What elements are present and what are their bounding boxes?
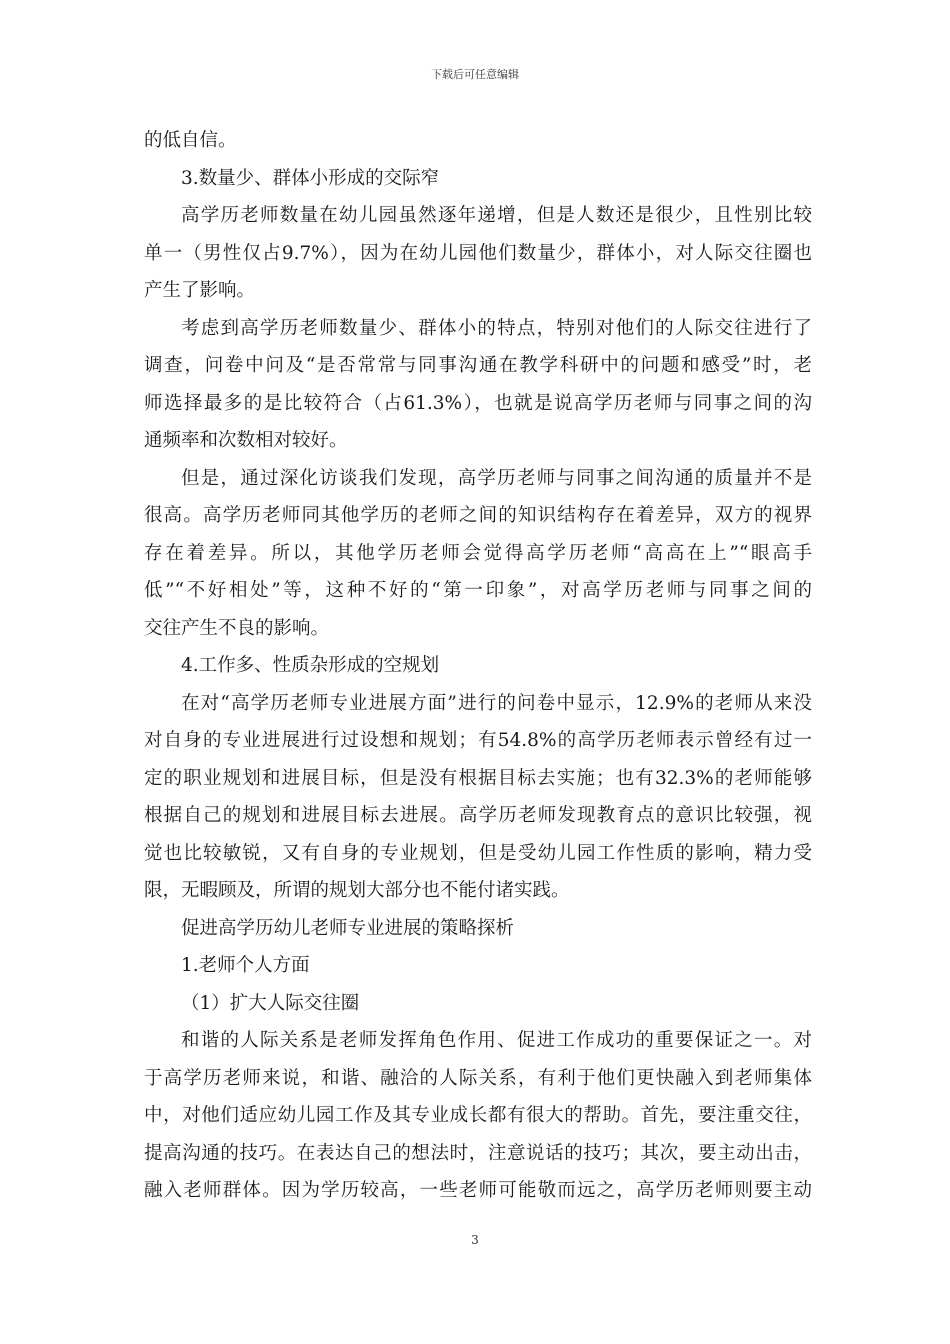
text-line: 定的职业规划和进展目标，但是没有根据目标去实施；也有32.3%的老师能够 xyxy=(144,767,812,789)
text-line: 存在着差异。所以，其他学历老师会觉得高学历老师“高高在上”“眼高手 xyxy=(144,542,812,564)
text-line: 中，对他们适应幼儿园工作及其专业成长都有很大的帮助。首先，要注重交往， xyxy=(144,1105,812,1126)
text-line: 师选择最多的是比较符合（占61.3%），也就是说高学历老师与同事之间的沟 xyxy=(144,392,812,414)
text-line: 的低自信。 xyxy=(144,130,237,151)
text-line: 根据自己的规划和进展目标去进展。高学历老师发现教育点的意识比较强，视 xyxy=(144,805,812,826)
text-line: 融入老师群体。因为学历较高，一些老师可能敬而远之，高学历老师则要主动 xyxy=(144,1180,812,1201)
text-line: 提高沟通的技巧。在表达自己的想法时，注意说话的技巧；其次，要主动出击， xyxy=(144,1142,812,1164)
text-line: 很高。高学历老师同其他学历的老师之间的知识结构存在着差异，双方的视界 xyxy=(144,505,812,526)
text-line: 觉也比较敏锐，又有自身的专业规划，但是受幼儿园工作性质的影响，精力受 xyxy=(144,842,812,864)
text-line: 和谐的人际关系是老师发挥角色作用、促进工作成功的重要保证之一。对 xyxy=(181,1030,812,1051)
text-line: 4.工作多、性质杂形成的空规划 xyxy=(181,655,440,676)
page-header: 下载后可任意编辑 xyxy=(431,68,519,81)
text-line: 限，无暇顾及，所谓的规划大部分也不能付诸实践。 xyxy=(144,880,570,901)
page-number: 3 xyxy=(471,1233,479,1247)
text-line: 于高学历老师来说，和谐、融洽的人际关系，有利于他们更快融入到老师集体 xyxy=(144,1067,812,1089)
text-line: 交往产生不良的影响。 xyxy=(144,617,330,639)
text-line: 产生了影响。 xyxy=(144,280,256,301)
text-line: 通频率和次数相对较好。 xyxy=(144,430,348,451)
text-line: 调查，问卷中问及“是否常常与同事沟通在教学科研中的问题和感受”时，老 xyxy=(144,355,812,376)
text-line: 单一（男性仅占9.7%），因为在幼儿园他们数量少，群体小，对人际交往圈也 xyxy=(144,242,812,264)
text-line: 1.老师个人方面 xyxy=(181,955,310,976)
text-line: 促进高学历幼儿老师专业进展的策略探析 xyxy=(181,917,515,939)
text-line: （1）扩大人际交往圈 xyxy=(181,992,360,1014)
text-line: 3.数量少、群体小形成的交际窄 xyxy=(181,167,440,189)
text-line: 低”“不好相处”等，这种不好的“第一印象”，对高学历老师与同事之间的 xyxy=(144,580,812,601)
text-line: 高学历老师数量在幼儿园虽然逐年递增，但是人数还是很少，且性别比较 xyxy=(181,205,812,226)
text-line: 但是，通过深化访谈我们发现，高学历老师与同事之间沟通的质量并不是 xyxy=(181,467,812,489)
text-line: 在对“高学历老师专业进展方面”进行的问卷中显示，12.9%的老师从来没 xyxy=(181,692,812,714)
text-line: 对自身的专业进展进行过设想和规划；有54.8%的高学历老师表示曾经有过一 xyxy=(144,730,812,751)
text-line: 考虑到高学历老师数量少、群体小的特点，特别对他们的人际交往进行了 xyxy=(181,317,812,339)
document-body xyxy=(144,122,812,1210)
